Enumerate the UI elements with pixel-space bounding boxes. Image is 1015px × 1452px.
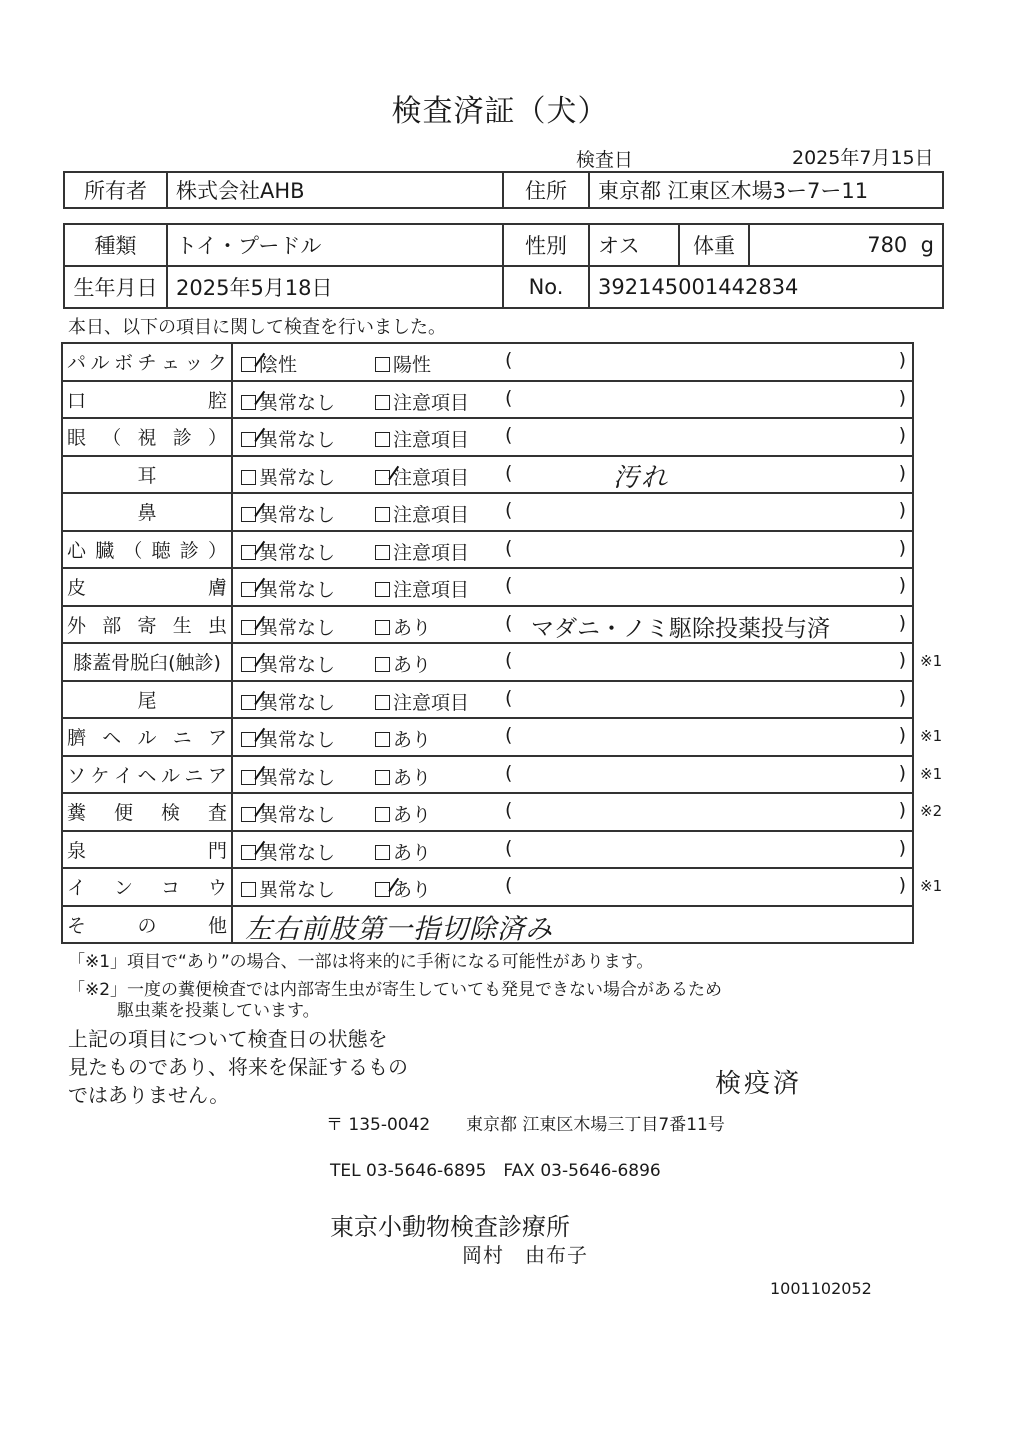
option-label: あり <box>393 654 432 676</box>
checklist-row <box>62 606 913 644</box>
checkbox-option[interactable] <box>241 800 335 827</box>
label-char: 泉 <box>67 839 87 862</box>
checkbox-option[interactable] <box>375 388 469 415</box>
note-close-paren: ) <box>898 574 906 596</box>
note-close-paren: ) <box>898 461 906 484</box>
checklist-item-label <box>67 423 227 450</box>
checkbox-option[interactable] <box>241 350 297 377</box>
note-close-paren: ) <box>898 686 906 709</box>
checklist-row <box>62 418 913 456</box>
checklist-item-cell <box>62 418 232 456</box>
label-char: 外 <box>67 614 87 637</box>
checklist-row <box>62 718 913 756</box>
label-char: イ <box>113 764 133 787</box>
checklist-item-label <box>67 836 227 863</box>
checked-box-icon <box>241 395 256 410</box>
exam-date: 2025年7月15日 <box>792 147 934 169</box>
checklist-values-cell <box>232 418 913 456</box>
printed-note: マダニ・ノミ駆除投薬投与済 <box>531 615 830 642</box>
option-label: 異常なし <box>259 429 336 451</box>
checklist-item-label <box>67 386 227 413</box>
label-char: ク <box>207 352 227 375</box>
checklist-item-label <box>67 611 227 638</box>
checked-box-icon <box>375 882 390 897</box>
label-char: 視 <box>137 427 157 450</box>
label-char: 診 <box>172 427 192 450</box>
checkbox-option[interactable] <box>241 575 335 602</box>
empty-box-icon <box>375 807 390 822</box>
note-open-paren: ( <box>505 386 513 409</box>
checkbox-option[interactable] <box>241 725 335 752</box>
quarantine-stamp: 検疫済 <box>715 1069 803 1099</box>
note-open-paren: ( <box>505 724 513 746</box>
checklist-item-label: 膝蓋骨脱臼(触診) <box>73 652 221 675</box>
checklist-item-label <box>67 873 227 900</box>
note-open-paren: ( <box>505 761 513 784</box>
option-label: 注意項目 <box>393 504 470 526</box>
label-char: の <box>137 914 157 937</box>
checklist-row <box>62 456 913 494</box>
checklist-item-label <box>67 573 227 600</box>
label-char: ヘ <box>102 727 122 750</box>
label-char: 検 <box>160 802 180 825</box>
option-label: あり <box>393 841 432 864</box>
checklist-item-label <box>67 761 227 788</box>
label-char: パ <box>67 352 87 375</box>
empty-box-icon <box>241 470 256 485</box>
checklist-item-label <box>67 348 227 375</box>
empty-box-icon <box>375 395 390 410</box>
clinic-address-line <box>326 1110 725 1135</box>
empty-box-icon <box>375 432 390 447</box>
checklist-item-cell <box>62 868 232 906</box>
weight-label: 体重 <box>679 224 749 266</box>
note-1: 「※1」項目で“あり”の場合、一部は将来的に手術になる可能性があります。 <box>68 952 654 972</box>
checkbox-option[interactable] <box>375 463 469 490</box>
checklist-item-label: 耳 <box>137 464 157 487</box>
option-label: 異常なし <box>259 841 336 864</box>
birth-label: 生年月日 <box>64 266 167 308</box>
label-char: ヘ <box>137 764 157 787</box>
veterinarian-name: 岡村 由布子 <box>462 1243 588 1267</box>
pet-info-table <box>63 223 944 309</box>
label-char: 口 <box>67 389 87 412</box>
checkbox-option[interactable] <box>375 575 469 602</box>
owner-info-table <box>63 171 944 209</box>
option-label: 注意項目 <box>393 579 470 601</box>
exam-date-label: 検査日 <box>576 149 634 171</box>
checkbox-option[interactable] <box>375 688 469 715</box>
disclaimer-line-3: ではありません。 <box>68 1083 230 1107</box>
note-close-paren: ) <box>898 611 906 634</box>
owner-value: 株式会社AHB <box>167 172 503 208</box>
remark-marker: ※1 <box>920 727 943 745</box>
checked-box-icon <box>241 770 256 785</box>
checkbox-option[interactable] <box>241 388 335 415</box>
label-char: 眼 <box>67 427 87 450</box>
option-label: 異常なし <box>259 541 336 564</box>
checklist-values-cell <box>232 718 913 756</box>
weight-value: 780 <box>867 233 908 257</box>
document-title: 検査済証（犬） <box>391 94 609 129</box>
sex-value: オス <box>589 224 679 266</box>
checked-box-icon <box>241 732 256 747</box>
note-close-paren: ) <box>898 761 906 784</box>
checkbox-option[interactable] <box>375 838 431 865</box>
empty-box-icon <box>375 732 390 747</box>
checklist-values-cell <box>232 868 913 906</box>
checklist-row <box>62 868 913 906</box>
note-open-paren: ( <box>505 874 513 896</box>
label-char: 診 <box>179 539 199 562</box>
label-char: ェ <box>160 352 180 375</box>
empty-box-icon <box>375 770 390 785</box>
checkbox-option[interactable] <box>241 763 335 790</box>
breed-value: トイ・プードル <box>167 224 503 266</box>
note-2-line-1: 「※2」一度の糞便検査では内部寄生虫が寄生していても発見できない場合があるため <box>68 980 723 1000</box>
sex-label: 性別 <box>503 224 589 266</box>
address-value: 東京都 江東区木場3ー7ー11 <box>589 172 943 208</box>
checklist-row <box>62 643 913 681</box>
label-char: （ <box>123 539 143 562</box>
other-label-cell <box>62 906 232 944</box>
option-label: 陽性 <box>393 354 432 376</box>
label-char: 便 <box>113 802 133 825</box>
other-handwritten-note: 左右前肢第一指切除済み <box>245 913 553 945</box>
checklist-row <box>62 831 913 869</box>
checkbox-option[interactable] <box>241 463 335 490</box>
label-char: 他 <box>207 914 227 937</box>
note-close-paren: ) <box>898 536 906 559</box>
checked-box-icon <box>241 807 256 822</box>
checkbox-option[interactable] <box>241 425 335 452</box>
checkbox-option[interactable] <box>375 425 469 452</box>
document-number: 1001102052 <box>770 1279 872 1298</box>
label-char: ケ <box>90 764 110 787</box>
empty-box-icon <box>375 357 390 372</box>
checklist-values-cell <box>232 381 913 419</box>
option-label: あり <box>393 729 432 751</box>
checklist-item-cell <box>62 531 232 569</box>
option-label: あり <box>393 879 432 901</box>
note-open-paren: ( <box>505 536 513 559</box>
note-open-paren: ( <box>505 649 513 671</box>
option-label: 異常なし <box>259 804 336 826</box>
note-open-paren: ( <box>505 424 513 446</box>
checklist-item-label <box>67 798 227 825</box>
clinic-name: 東京小動物検査診療所 <box>330 1213 570 1241</box>
checklist-values-cell <box>232 606 913 644</box>
checkbox-option[interactable] <box>375 350 431 377</box>
checkbox-option[interactable] <box>375 763 431 790</box>
empty-box-icon <box>375 507 390 522</box>
note-close-paren: ) <box>898 836 906 859</box>
checked-box-icon <box>375 470 390 485</box>
empty-box-icon <box>375 582 390 597</box>
label-char: ソ <box>67 764 87 787</box>
checkbox-option[interactable] <box>375 650 431 677</box>
option-label: 注意項目 <box>393 691 470 714</box>
label-char: 聴 <box>151 539 171 562</box>
checklist-item-label <box>67 723 227 750</box>
microchip-number: 392145001442834 <box>589 266 943 308</box>
checklist-item-label <box>67 536 227 563</box>
label-char: ） <box>207 539 227 562</box>
option-label: 異常なし <box>259 504 336 526</box>
breed-label: 種類 <box>64 224 167 266</box>
weight-cell <box>749 224 943 266</box>
handwritten-note: 汚れ <box>613 462 670 493</box>
note-close-paren: ) <box>898 799 906 821</box>
label-char: ボ <box>113 352 133 375</box>
other-row <box>62 906 913 944</box>
label-char: 査 <box>207 802 227 825</box>
checklist-row <box>62 381 913 419</box>
checklist-values-cell <box>232 531 913 569</box>
option-label: 注意項目 <box>393 429 470 451</box>
option-label: 異常なし <box>259 879 336 901</box>
option-label: あり <box>393 616 432 639</box>
note-close-paren: ) <box>898 649 906 671</box>
checkbox-option[interactable] <box>241 650 335 677</box>
checklist-item-cell <box>62 456 232 494</box>
label-char: ッ <box>184 352 204 375</box>
label-char: コ <box>160 877 180 900</box>
note-open-paren: ( <box>505 499 513 521</box>
address-label: 住所 <box>503 172 589 208</box>
checklist-values-cell <box>232 793 913 831</box>
other-value-cell <box>232 906 913 944</box>
label-char: ル <box>90 352 110 375</box>
note-open-paren: ( <box>505 686 513 709</box>
label-char: 虫 <box>207 614 227 637</box>
note-close-paren: ) <box>898 386 906 409</box>
checklist-row <box>62 793 913 831</box>
checkbox-option[interactable] <box>375 538 469 565</box>
checkbox-option[interactable] <box>375 725 431 752</box>
note-open-paren: ( <box>505 611 513 634</box>
option-label: 注意項目 <box>393 391 470 414</box>
checked-box-icon <box>241 657 256 672</box>
label-char: ニ <box>172 727 192 750</box>
checklist-item-cell <box>62 643 232 681</box>
note-close-paren: ) <box>898 724 906 746</box>
option-label: あり <box>393 804 432 826</box>
checked-box-icon <box>241 432 256 447</box>
checked-box-icon <box>241 620 256 635</box>
note-2-line-2: 駆虫薬を投薬しています。 <box>117 1001 320 1021</box>
checklist-item-cell <box>62 606 232 644</box>
checkbox-option[interactable] <box>375 500 469 527</box>
no-label: No. <box>503 266 589 308</box>
label-char: ア <box>207 727 227 750</box>
option-label: 異常なし <box>259 579 336 601</box>
checklist-values-cell <box>232 343 913 381</box>
checklist-row <box>62 681 913 719</box>
label-char: ウ <box>207 877 227 900</box>
option-label: 異常なし <box>259 691 336 714</box>
remark-marker: ※2 <box>920 802 943 820</box>
checked-box-icon <box>241 507 256 522</box>
label-char: ） <box>207 427 227 450</box>
clinic-phone-fax: TEL 03-5646-6895 FAX 03-5646-6896 <box>330 1161 661 1181</box>
label-char: そ <box>67 914 87 937</box>
checklist-item-cell <box>62 831 232 869</box>
checklist-row <box>62 756 913 794</box>
option-label: 注意項目 <box>393 541 470 564</box>
checkbox-option[interactable] <box>375 613 431 640</box>
checkbox-option[interactable] <box>375 800 431 827</box>
empty-box-icon <box>375 545 390 560</box>
empty-box-icon <box>375 620 390 635</box>
empty-box-icon <box>375 845 390 860</box>
weight-unit: g <box>920 233 934 257</box>
checklist-values-cell <box>232 456 913 494</box>
checklist-item-cell <box>62 718 232 756</box>
note-close-paren: ) <box>898 499 906 521</box>
other-label <box>67 911 227 938</box>
checklist-item-cell <box>62 493 232 531</box>
label-char: 膚 <box>207 577 227 600</box>
checklist-item-cell <box>62 756 232 794</box>
label-char: 部 <box>102 614 122 637</box>
checklist-values-cell <box>232 568 913 606</box>
checked-box-icon <box>241 695 256 710</box>
label-char: ル <box>160 764 180 787</box>
disclaimer-line-1: 上記の項目について検査日の状態を <box>68 1027 388 1051</box>
empty-box-icon <box>375 657 390 672</box>
option-label: 異常なし <box>259 466 336 489</box>
note-open-paren: ( <box>505 799 513 821</box>
intro-text: 本日、以下の項目に関して検査を行いました。 <box>68 317 446 338</box>
checkbox-option[interactable] <box>241 538 335 565</box>
checklist-values-cell <box>232 756 913 794</box>
checklist-item-cell <box>62 381 232 419</box>
option-label: 異常なし <box>259 654 336 676</box>
owner-label: 所有者 <box>64 172 167 208</box>
label-char: 皮 <box>67 577 87 600</box>
option-label: 異常なし <box>259 391 336 414</box>
checkbox-option[interactable] <box>241 500 335 527</box>
label-char: チ <box>137 352 157 375</box>
checklist-row <box>62 343 913 381</box>
note-close-paren: ) <box>898 349 906 371</box>
note-open-paren: ( <box>505 574 513 596</box>
checked-box-icon <box>241 357 256 372</box>
empty-box-icon <box>241 882 256 897</box>
remark-marker: ※1 <box>920 652 943 670</box>
option-label: 異常なし <box>259 766 336 789</box>
checkbox-option[interactable] <box>241 613 335 640</box>
clinic-address: 東京都 江東区木場三丁目7番11号 <box>466 1115 725 1135</box>
disclaimer-line-2: 見たものであり、将来を保証するもの <box>68 1055 408 1079</box>
checklist-item-label: 尾 <box>137 689 157 712</box>
checkbox-option[interactable] <box>241 688 335 715</box>
checked-box-icon <box>241 845 256 860</box>
checklist-values-cell <box>232 831 913 869</box>
option-label: 異常なし <box>259 729 336 751</box>
label-char: ア <box>207 764 227 787</box>
checklist-values-cell <box>232 643 913 681</box>
label-char: ル <box>137 727 157 750</box>
label-char: イ <box>67 877 87 900</box>
checklist-item-cell <box>62 343 232 381</box>
option-label: あり <box>393 766 432 789</box>
empty-box-icon <box>375 695 390 710</box>
checkbox-option[interactable] <box>241 838 335 865</box>
checklist-item-cell <box>62 568 232 606</box>
postal-code: 〒 135-0042 <box>326 1115 431 1135</box>
label-char: 寄 <box>137 614 157 637</box>
checklist-values-cell <box>232 493 913 531</box>
checkbox-option[interactable] <box>375 875 431 902</box>
checklist-row <box>62 568 913 606</box>
remark-marker: ※1 <box>920 764 943 783</box>
checklist-row <box>62 531 913 569</box>
option-label: 注意項目 <box>393 466 470 489</box>
birth-value: 2025年5月18日 <box>167 266 503 308</box>
note-open-paren: ( <box>505 836 513 859</box>
label-char: 臍 <box>67 727 87 750</box>
label-char: 臓 <box>95 539 115 562</box>
checked-box-icon <box>241 545 256 560</box>
note-close-paren: ) <box>898 424 906 446</box>
label-char: 心 <box>67 539 87 562</box>
label-char: ニ <box>184 764 204 787</box>
checked-box-icon <box>241 582 256 597</box>
label-char: 糞 <box>67 802 87 825</box>
option-label: 異常なし <box>259 616 336 639</box>
checklist-item-cell <box>62 793 232 831</box>
checklist-item-label: 鼻 <box>137 502 157 525</box>
checklist-item-cell <box>62 681 232 719</box>
remark-marker: ※1 <box>920 877 943 895</box>
option-label: 陰性 <box>259 354 298 376</box>
checklist-row <box>62 493 913 531</box>
inspection-checklist <box>61 342 914 944</box>
label-char: 生 <box>172 614 192 637</box>
note-open-paren: ( <box>505 461 513 484</box>
label-char: （ <box>102 427 122 450</box>
note-open-paren: ( <box>505 349 513 371</box>
note-close-paren: ) <box>898 874 906 896</box>
checkbox-option[interactable] <box>241 875 335 902</box>
label-char: 門 <box>207 839 227 862</box>
label-char: ン <box>113 877 133 900</box>
checklist-values-cell <box>232 681 913 719</box>
label-char: 腔 <box>207 389 227 412</box>
